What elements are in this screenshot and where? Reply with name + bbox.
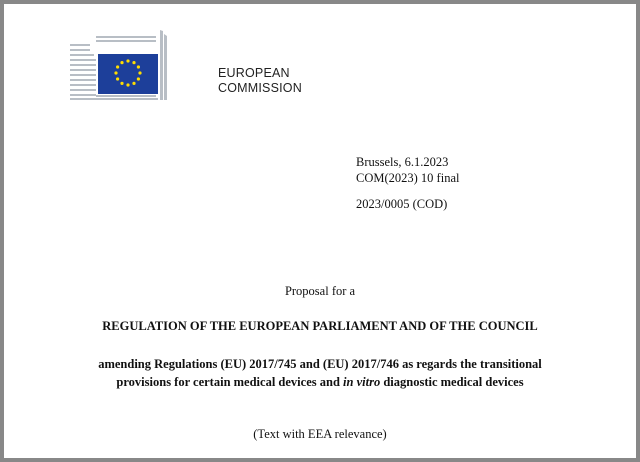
org-line-1: EUROPEAN bbox=[218, 66, 290, 80]
amending-line-2-part-b: diagnostic medical devices bbox=[380, 375, 524, 389]
european-commission-logo-icon bbox=[68, 26, 168, 102]
amending-line-2-part-a: provisions for certain medical devices and bbox=[116, 375, 344, 389]
amending-line-2 bbox=[4, 373, 636, 391]
org-line-2: COMMISSION bbox=[218, 81, 302, 95]
com-reference: COM(2023) 10 final bbox=[356, 171, 460, 185]
document-reference-block bbox=[356, 154, 459, 212]
organization-name bbox=[218, 66, 302, 96]
eea-relevance-note: (Text with EEA relevance) bbox=[253, 427, 387, 441]
regulation-title: REGULATION OF THE EUROPEAN PARLIAMENT AND OF THE COUNCIL bbox=[102, 319, 538, 333]
document-page bbox=[4, 4, 636, 458]
amending-line-2-italic: in vitro bbox=[343, 375, 381, 389]
amending-statement bbox=[4, 355, 636, 391]
procedure-reference: 2023/0005 (COD) bbox=[356, 197, 448, 211]
place-date: Brussels, 6.1.2023 bbox=[356, 155, 449, 169]
proposal-intro: Proposal for a bbox=[284, 284, 356, 298]
amending-line-1: amending Regulations (EU) 2017/745 and (EU) 2017/746 as regards the transitional bbox=[98, 357, 542, 371]
